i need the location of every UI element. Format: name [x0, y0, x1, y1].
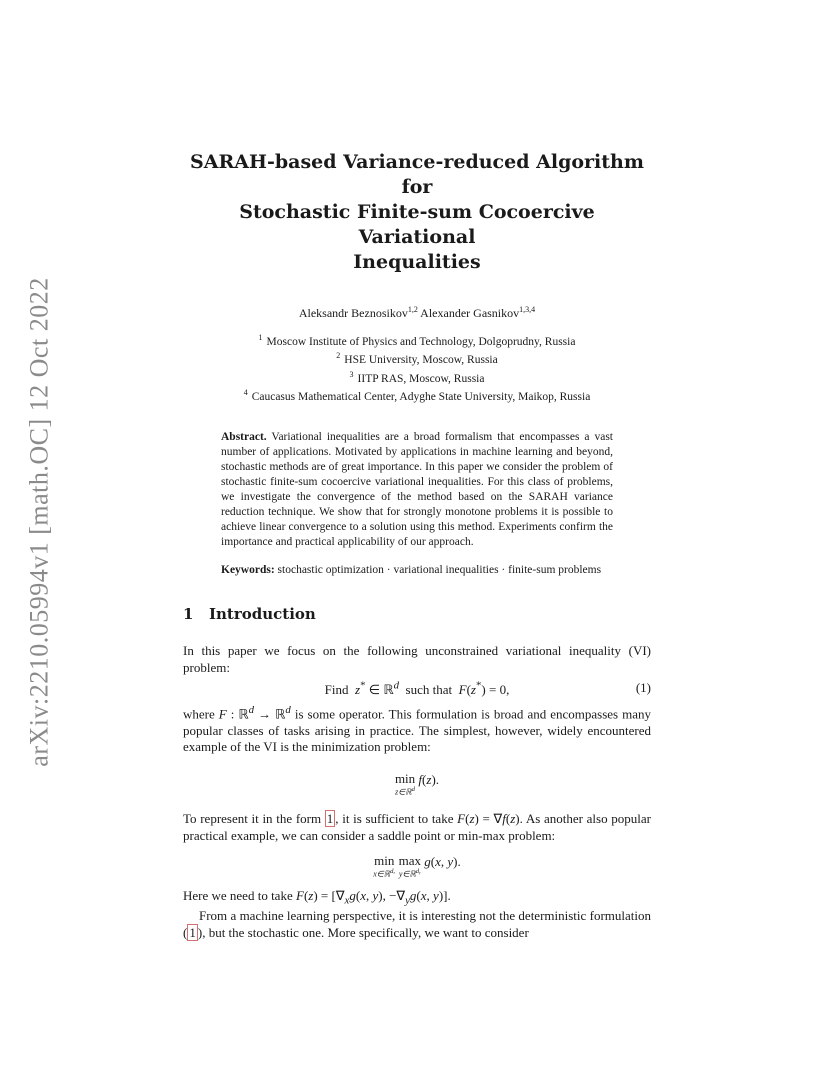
author-name: Aleksandr Beznosikov	[298, 306, 408, 320]
intro-paragraph-4-text: Here we need to take	[183, 887, 293, 903]
affiliation-text: Caucasus Mathematical Center, Adyghe State University, Maikop, Russia	[251, 390, 591, 403]
intro-paragraph-1: In this paper we focus on the following unconstrained variational inequality (VI) problem:	[183, 643, 651, 675]
abstract-label: Abstract.	[221, 431, 267, 444]
keywords-label: Keywords:	[221, 563, 275, 576]
author-name: Alexander Gasnikov	[420, 306, 520, 320]
intro-paragraph-4: Here we need to take $F(z) = [\nabla_xg(x$, y), $-\nabla_yg(x$, y)].	[183, 887, 451, 907]
section-number: 1	[183, 605, 194, 624]
keywords	[221, 563, 613, 578]
equation-reference-link[interactable]: 1	[326, 811, 334, 827]
intro-paragraph-2-text: is some operator. This formulation is broad and encompasses many popular classes of tasks arising in practice. The simplest, however, widely encountered example of the VI is the minimization problem:	[183, 706, 651, 755]
intro-paragraph-3-text-c: . As another also popular practical example, we can consider a saddle point or min-max problem:	[183, 811, 651, 843]
affiliation-list	[183, 331, 651, 404]
affiliation-marker: 3	[349, 369, 354, 379]
intro-paragraph-5-text-b: , but the stochastic one. More specifically, we want to consider	[202, 924, 529, 940]
abstract	[221, 430, 613, 549]
equation-minmax: min x∈ℝ$^{d_x}$ max y∈ℝ$^{dᵧ}$ g(x, y).	[373, 852, 461, 879]
author-list	[183, 305, 651, 321]
affiliation-item	[183, 349, 651, 367]
intro-paragraph-3-text-a: To represent it in the form	[183, 811, 322, 827]
section-title: Introduction	[209, 605, 316, 624]
paper-page	[183, 150, 651, 941]
intro-paragraph-3: To represent it in the form 1 , it is sufficient to take F(z) = ∇f(z). As another also popular practical example, we can consider a saddle point or min-max problem:	[183, 811, 651, 843]
affiliation-marker: 2	[336, 351, 341, 361]
arxiv-identifier-sidebar	[12, 270, 68, 774]
equation-1	[183, 680, 651, 698]
affiliation-text: IITP RAS, Moscow, Russia	[357, 372, 485, 385]
affiliation-item	[183, 331, 651, 349]
arxiv-id-text: arXiv:2210.05994v1 [math.OC] 12 Oct 2022	[25, 277, 55, 767]
equation-1-body: Find z* ∈ ℝ$^d$ such that F(z*) = 0,	[324, 680, 510, 698]
affiliation-marker: 4	[243, 387, 248, 397]
title-line-3: Inequalities	[353, 251, 481, 273]
author-affiliation-marker: 1,3,4	[519, 305, 536, 314]
keywords-text: stochastic optimization · variational inequalities · finite-sum problems	[277, 563, 602, 576]
affiliation-text: HSE University, Moscow, Russia	[344, 354, 498, 367]
affiliation-text: Moscow Institute of Physics and Technology, Dolgoprudny, Russia	[266, 335, 576, 348]
equation-1-number: (1)	[635, 680, 651, 696]
equation-reference-link[interactable]: 1	[189, 924, 196, 940]
intro-paragraph-5-text-a: From a machine learning perspective, it is interesting not the deterministic formulation	[199, 908, 651, 924]
intro-paragraph-5: From a machine learning perspective, it is interesting not the deterministic formulation ( 1 ), but the stochastic one. More specifically, we want to consider	[183, 908, 651, 940]
affiliation-item	[183, 368, 651, 386]
title-line-2: Stochastic Finite-sum Cocoercive Variational	[239, 201, 595, 248]
intro-paragraph-3-text-b: , it is sufficient to take	[335, 811, 454, 827]
affiliation-item	[183, 386, 651, 404]
equation-minimization: min z∈ℝ$^d$ f(z).	[394, 770, 440, 797]
paper-title	[183, 150, 651, 275]
section-heading	[183, 605, 651, 623]
title-line-1: SARAH-based Variance-reduced Algorithm for	[190, 151, 644, 198]
intro-paragraph-2: where F : ℝ$^d$ → ℝ$^d$ is some operator. This formulation is broad and encompasses many popular classes of tasks arising in practice. The simplest, however, widely encountered example of the VI is the minimization problem:	[183, 704, 651, 755]
affiliation-marker: 1	[258, 333, 263, 342]
author-affiliation-marker: 1,2	[407, 305, 418, 314]
abstract-text: Variational inequalities are a broad formalism that encompasses a vast number of applications. Motivated by applications in machine learning and beyond, stochastic methods are of great importance. In this paper we consider the problem of stochastic finite-sum cocoercive variational inequalities. For this class of problems, we investigate the convergence of the method based on the SARAH variance reduction technique. We show that for strongly monotone problems it is possible to achieve linear convergence to a solution using this method. Experiments confirm the importance and practical applicability of our approach.	[221, 431, 613, 548]
